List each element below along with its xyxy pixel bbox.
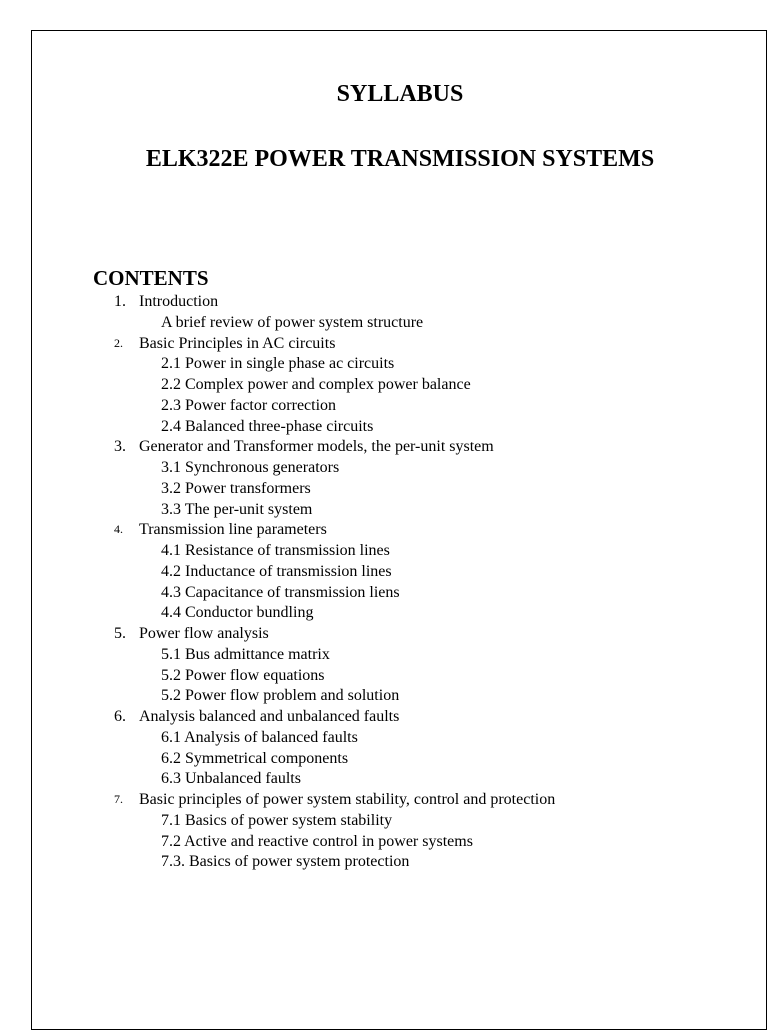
- subsection-title: 4.1 Resistance of transmission lines: [161, 542, 390, 559]
- subsection-item: [32, 769, 768, 788]
- section-heading: [32, 790, 768, 809]
- subsection-item: [32, 645, 768, 664]
- subsection-item: [32, 811, 768, 830]
- section-number: 6.: [114, 708, 126, 725]
- section-heading: [32, 707, 768, 726]
- subsection-item: [32, 458, 768, 477]
- subsection-title: 7.1 Basics of power system stability: [161, 811, 393, 829]
- course-title: ELK322E POWER TRANSMISSION SYSTEMS: [145, 146, 655, 172]
- subsection-title: 6.2 Symmetrical components: [161, 749, 349, 767]
- section-number: 2.: [114, 335, 123, 350]
- section-heading: [32, 520, 768, 539]
- subsection-title: 7.2 Active and reactive control in power systems: [161, 832, 473, 850]
- section-number: 5.: [114, 625, 126, 642]
- document-page: [31, 30, 767, 1030]
- subsection-item: [32, 728, 768, 747]
- subsection-item: [32, 375, 768, 394]
- subsection-title: 6.3 Unbalanced faults: [161, 770, 301, 788]
- subsection-item: [32, 749, 768, 768]
- subsection-title: 2.2 Complex power and complex power balance: [161, 376, 471, 393]
- section-title: Generator and Transformer models, the per-unit system: [139, 438, 494, 456]
- section-heading: [32, 624, 768, 643]
- subsection-item: [32, 562, 768, 581]
- subsection-title: 6.1 Analysis of balanced faults: [161, 728, 358, 746]
- section-title: Basic Principles in AC circuits: [139, 334, 336, 352]
- subsection-title: A brief review of power system structure: [161, 313, 424, 331]
- subsection-item: [32, 666, 768, 685]
- section-heading: [32, 292, 768, 311]
- subsection-item: [32, 852, 768, 871]
- subsection-item: [32, 686, 768, 705]
- subsection-item: [32, 396, 768, 415]
- subsection-item: [32, 354, 768, 373]
- subsection-title: 5.1 Bus admittance matrix: [161, 645, 330, 663]
- subsection-item: [32, 417, 768, 436]
- subsection-title: 3.1 Synchronous generators: [161, 459, 340, 476]
- subsection-title: 2.4 Balanced three-phase circuits: [161, 417, 374, 435]
- subsection-title: 4.3 Capacitance of transmission liens: [161, 583, 400, 601]
- subsection-title: 2.1 Power in single phase ac circuits: [161, 355, 395, 373]
- table-of-contents: [32, 31, 768, 1031]
- section-title: Power flow analysis: [139, 625, 269, 642]
- section-heading: [32, 334, 768, 353]
- subsection-item: [32, 583, 768, 602]
- subsection-title: 3.3 The per-unit system: [161, 500, 313, 518]
- subsection-item: [32, 832, 768, 851]
- subsection-title: 2.3 Power factor correction: [161, 396, 337, 414]
- section-number: 3.: [114, 438, 126, 456]
- section-title: Transmission line parameters: [139, 521, 327, 539]
- section-title: Introduction: [139, 293, 219, 310]
- subsection-title: 5.2 Power flow equations: [161, 666, 325, 684]
- subsection-item: [32, 500, 768, 519]
- contents-heading: CONTENTS: [93, 266, 209, 290]
- subsection-item: [32, 541, 768, 560]
- subsection-title: 4.4 Conductor bundling: [161, 604, 314, 622]
- section-title: Analysis balanced and unbalanced faults: [139, 708, 400, 725]
- section-number: 7.: [114, 792, 123, 806]
- subsection-item: [32, 603, 768, 622]
- subsection-title: 3.2 Power transformers: [161, 479, 311, 497]
- subsection-item: [32, 313, 768, 332]
- document-title: SYLLABUS: [336, 81, 464, 107]
- subsection-title: 5.2 Power flow problem and solution: [161, 687, 400, 705]
- section-heading: [32, 437, 768, 456]
- section-number: 4.: [114, 522, 123, 537]
- subsection-item: [32, 479, 768, 498]
- subsection-title: 4.2 Inductance of transmission lines: [161, 562, 392, 580]
- section-title: Basic principles of power system stability, control and protection: [139, 791, 556, 808]
- section-number: 1.: [114, 293, 126, 310]
- subsection-title: 7.3. Basics of power system protection: [161, 853, 410, 871]
